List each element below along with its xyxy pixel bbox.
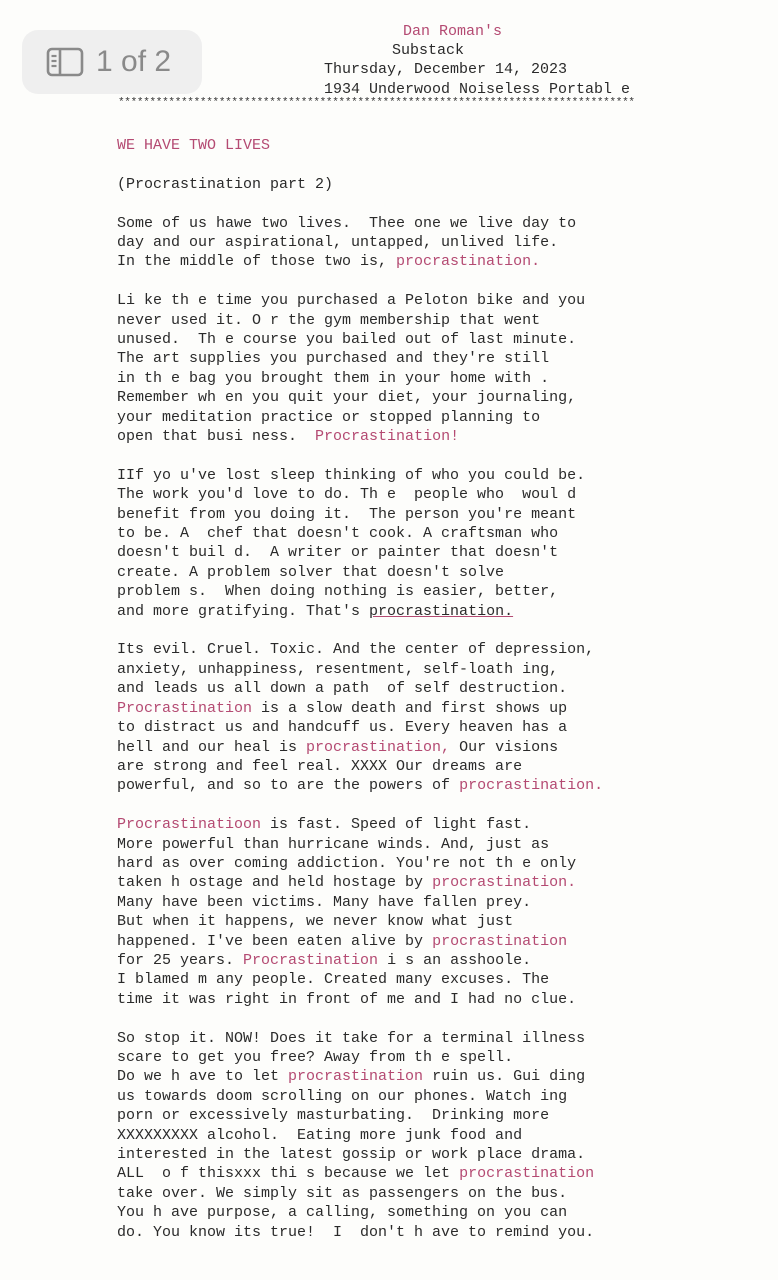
highlighted-word: Procrastination xyxy=(117,699,253,717)
text-line xyxy=(117,990,757,1009)
text-segment: I blamed m any people. Created many excuses. The xyxy=(117,971,550,989)
text-segment: your meditation practice or stopped planning to xyxy=(117,408,541,426)
text-line xyxy=(117,738,757,757)
text-line xyxy=(117,1048,757,1067)
title-block xyxy=(117,136,757,155)
text-segment: taken h ostage and held hostage by xyxy=(117,874,433,892)
text-line xyxy=(117,1087,757,1106)
text-line xyxy=(117,1067,757,1086)
paragraph xyxy=(117,466,757,621)
text-segment: benefit from you doing it. The person you're meant xyxy=(117,505,577,523)
text-line xyxy=(117,582,757,601)
text-segment: But when it happens, we never know what just xyxy=(117,913,514,931)
text-line xyxy=(117,1184,757,1203)
document-subtitle: (Procrastination part 2) xyxy=(117,175,334,193)
text-line xyxy=(117,252,757,271)
text-line xyxy=(117,543,757,562)
text-segment: The work you'd love to do. Th e people who woul d xyxy=(117,486,577,504)
text-segment: Many have been victims. Many have fallen prey. xyxy=(117,893,532,911)
document-title: WE HAVE TWO LIVES xyxy=(117,137,271,154)
text-line xyxy=(117,214,757,233)
paragraph xyxy=(117,291,757,446)
text-line xyxy=(117,951,757,970)
text-line xyxy=(117,718,757,737)
text-segment: for 25 years. xyxy=(117,951,244,969)
text-line xyxy=(117,563,757,582)
text-line xyxy=(117,873,757,892)
text-line xyxy=(117,640,757,659)
text-segment: anxiety, unhappiness, resentment, self-loath ing, xyxy=(117,660,559,678)
text-segment: open that busi ness. xyxy=(117,428,316,446)
text-segment: us towards doom scrolling on our phones. Watch ing xyxy=(117,1087,568,1105)
text-segment: unused. Th e course you bailed out of last minute. xyxy=(117,331,577,349)
highlighted-word: procrastination. xyxy=(396,253,541,271)
text-segment: Its evil. Cruel. Toxic. And the center of depression, xyxy=(117,641,595,659)
text-segment: IIf yo u've lost sleep thinking of who you could be. xyxy=(117,466,586,484)
text-segment: powerful, and so to are the powers of xyxy=(117,777,460,795)
text-segment: happened. I've been eaten alive by xyxy=(117,932,433,950)
text-line xyxy=(117,466,757,485)
text-line xyxy=(117,776,757,795)
text-segment: hell and our heal is xyxy=(117,738,307,756)
sidebar-icon[interactable] xyxy=(46,47,84,77)
text-line xyxy=(117,757,757,776)
text-line xyxy=(117,1029,757,1048)
text-line xyxy=(117,970,757,989)
text-segment: In the middle of those two is, xyxy=(117,253,397,271)
text-segment: So stop it. NOW! Does it take for a terminal illness xyxy=(117,1029,586,1047)
text-segment: to distract us and handcuff us. Every heaven has a xyxy=(117,719,568,737)
highlighted-word: Procrastination xyxy=(243,951,379,969)
text-segment: and leads us all down a path of self destruction. xyxy=(117,680,568,698)
text-segment: are strong and feel real. XXXX Our dreams are xyxy=(117,757,523,775)
text-line xyxy=(117,291,757,310)
text-segment: XXXXXXXXX alcohol. Eating more junk food and xyxy=(117,1126,523,1144)
text-line xyxy=(117,233,757,252)
text-line xyxy=(117,485,757,504)
paragraph xyxy=(117,815,757,1009)
document-date: Thursday, December 14, 2023 xyxy=(324,61,568,78)
publication-name: Substack xyxy=(392,42,465,59)
text-line xyxy=(117,505,757,524)
text-segment: and more gratifying. That's xyxy=(117,602,370,620)
highlighted-word: procrastination. xyxy=(459,777,604,795)
text-segment: Our visions xyxy=(450,738,559,756)
text-line xyxy=(117,1203,757,1222)
text-segment: do. You know its true! I don't h ave to remind you. xyxy=(117,1223,595,1241)
typewriter-model: 1934 Underwood Noiseless Portabl e xyxy=(324,81,631,98)
paragraph xyxy=(117,1029,757,1242)
highlighted-word: Procrastinatioon xyxy=(117,816,262,834)
text-line xyxy=(117,1145,757,1164)
paragraphs xyxy=(117,214,757,1242)
text-segment: Do we h ave to let xyxy=(117,1068,289,1086)
text-line xyxy=(117,369,757,388)
text-line xyxy=(117,1106,757,1125)
highlighted-word: Procrastination! xyxy=(315,428,460,446)
text-line xyxy=(117,660,757,679)
text-line xyxy=(117,815,757,834)
text-segment: time it was right in front of me and I had no clue. xyxy=(117,990,577,1008)
text-segment: Some of us hawe two lives. Thee one we live day to xyxy=(117,214,577,232)
text-line xyxy=(117,524,757,543)
text-segment: never used it. O r the gym membership that went xyxy=(117,311,541,329)
text-segment: hard as over coming addiction. You're not th e only xyxy=(117,854,577,872)
paragraph xyxy=(117,640,757,795)
highlighted-word: procrastination xyxy=(288,1068,424,1086)
text-line xyxy=(117,427,757,446)
text-segment: The art supplies you purchased and they're still xyxy=(117,350,550,368)
text-segment: is a slow death and first shows up xyxy=(252,699,568,717)
text-segment: scare to get you free? Away from th e spell. xyxy=(117,1048,514,1066)
highlighted-word: procrastination, xyxy=(306,738,451,756)
underlined-word: procrastination. xyxy=(369,602,514,620)
text-segment: take over. We simply sit as passengers on the bus. xyxy=(117,1184,568,1202)
subtitle-block xyxy=(117,175,757,194)
text-line xyxy=(117,330,757,349)
star-divider: ********************************************************************************** xyxy=(118,97,635,109)
text-segment: porn or excessively masturbating. Drinking more xyxy=(117,1107,550,1125)
text-segment: day and our aspirational, untapped, unlived life. xyxy=(117,234,559,251)
text-segment: ALL o f thisxxx thi s because we let xyxy=(117,1165,460,1183)
text-segment: create. A problem solver that doesn't solve xyxy=(117,563,505,581)
text-line xyxy=(117,912,757,931)
text-line xyxy=(117,679,757,698)
text-line xyxy=(117,408,757,427)
text-line xyxy=(117,1126,757,1145)
highlighted-word: procrastination xyxy=(432,932,568,950)
text-segment: ruin us. Gui ding xyxy=(423,1068,586,1086)
paragraph xyxy=(117,214,757,272)
text-line xyxy=(117,602,757,621)
text-segment: doesn't buil d. A writer or painter that doesn't xyxy=(117,544,559,562)
text-segment: i s an asshoole. xyxy=(378,951,532,969)
highlighted-word: procrastination. xyxy=(432,874,577,892)
text-line xyxy=(117,893,757,912)
text-segment: You h ave purpose, a calling, something on you can xyxy=(117,1204,568,1222)
text-line xyxy=(117,311,757,330)
text-segment: problem s. When doing nothing is easier, better, xyxy=(117,583,559,601)
text-segment: to be. A chef that doesn't cook. A craftsman who xyxy=(117,525,559,543)
text-line xyxy=(117,388,757,407)
document-body xyxy=(117,136,757,1261)
author-name: Dan Roman's xyxy=(403,23,503,40)
page-indicator[interactable] xyxy=(22,30,202,94)
text-line xyxy=(117,854,757,873)
text-line xyxy=(117,932,757,951)
page-indicator-label: 1 of 2 xyxy=(96,45,172,78)
text-segment: is fast. Speed of light fast. xyxy=(261,816,532,834)
text-line xyxy=(117,1164,757,1183)
text-line xyxy=(117,1223,757,1242)
text-segment: interested in the latest gossip or work place drama. xyxy=(117,1146,586,1164)
text-segment: More powerful than hurricane winds. And, just as xyxy=(117,835,550,853)
text-segment: in th e bag you brought them in your home with . xyxy=(117,369,550,387)
text-segment: Remember wh en you quit your diet, your journaling, xyxy=(117,389,577,407)
text-line xyxy=(117,349,757,368)
text-segment: Li ke th e time you purchased a Peloton bike and you xyxy=(117,292,586,310)
text-line xyxy=(117,699,757,718)
text-line xyxy=(117,835,757,854)
highlighted-word: procrastination xyxy=(459,1165,595,1183)
